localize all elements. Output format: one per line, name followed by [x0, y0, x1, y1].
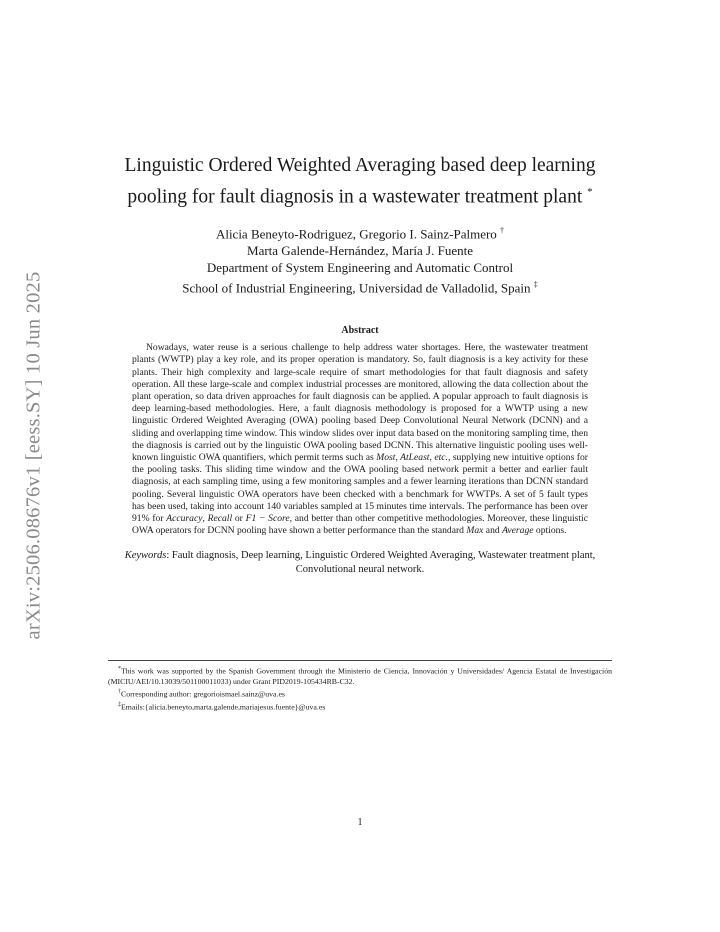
- keywords-list: : Fault diagnosis, Deep learning, Linguistic Ordered Weighted Averaging, Wastewater treatment plant, Convolutional neural network.: [166, 550, 596, 575]
- affiliation: School of Industrial Engineering, Universidad de Valladolid, Spain: [182, 280, 531, 296]
- abstract-text: Nowadays, water reuse is a serious challenge to help address water shortages. Here, the wastewater treatment plants (WWTP) play a key role, and its proper operation is mandatory. So, fault diagnosis is a key activity for these plants. Their high complexity and large-scale require of smart methodologies for that fault diagnosis and safety operation. All these large-scale and complex industrial processes are monitored, allowing the data collection about the plant operation, so data driven approaches for fault diagnosis can be applied. A popular approach to fault diagnosis is deep learning-based methodologies. Here, a fault diagnosis methodology is proposed for a WWTP using a new linguistic Ordered Weighted Averaging (OWA) pooling based Deep Convolutional Neural Network (DCNN) and a sliding and overlapping time window. This window slides over input data based on the monitoring sampling time, then the diagnosis is carried out by the linguistic OWA pooling based DCNN. This alternative linguistic pooling uses well-known linguistic OWA quantifiers, which permit terms such as Most, AtLeast, etc., supplying new intuitive options for the pooling tasks. This sliding time window and the OWA pooling based network permit a better and earlier fault diagnosis, at each sampling time, using a few monitoring samples and a fewer learning iterations than DCNN standard pooling. Several linguistic OWA operators have been checked with a benchmark for WWTPs. A set of 5 fault types has been used, taking into account 140 variables sampled at 15 minutes time intervals. The performance has been over 91% for Accuracy, Recall or F1 − Score, and better than other competitive methodologies. Moreover, these linguistic OWA operators for DCNN pooling have shown a better performance than the standard Max and Average options.: [132, 342, 588, 537]
- corresponding-author-mark: †: [500, 225, 505, 235]
- arxiv-side-stamp: [2, 255, 66, 655]
- title-line-1: Linguistic Ordered Weighted Averaging based deep learning: [124, 155, 596, 176]
- emails-footnote: ‡Emails:{alicia.beneyto,marta.galende,mariajesus.fuente}@uva.es: [118, 701, 326, 712]
- corresponding-author-footnote: †Corresponding author: gregorioismael.sainz@uva.es: [118, 689, 285, 699]
- author-names-line-1: Alicia Beneyto-Rodriguez, Gregorio I. Sainz-Palmero: [215, 225, 497, 241]
- footnotes: [108, 660, 612, 713]
- abstract-heading: Abstract: [341, 325, 379, 337]
- keywords: [108, 549, 612, 576]
- page-number: 1: [357, 817, 363, 828]
- author-names-line-2: Marta Galende-Hernández, María J. Fuente: [247, 242, 473, 258]
- paper-first-page: [108, 152, 612, 576]
- title-footnote-mark: *: [587, 186, 593, 198]
- title-line-2: pooling for fault diagnosis in a wastewater treatment plant: [127, 186, 583, 208]
- department: Department of System Engineering and Automatic Control: [206, 259, 514, 275]
- author-block: [108, 222, 612, 297]
- email-footnote-mark: ‡: [533, 279, 538, 289]
- funding-footnote: *This work was supported by the Spanish Government through the Ministerio de Ciencia, Innovación y Universidades/ Agencia Estatal de Investigación (MICIU/AEI/10.13039/501100011033) under Grant PID2019-105434RB-C32.: [108, 666, 612, 686]
- arxiv-identifier: arXiv:2506.08676v1 [eess.SY] 10 Jun 2025: [22, 271, 45, 639]
- paper-title: [108, 152, 612, 211]
- keywords-label: Keywords: [124, 550, 167, 562]
